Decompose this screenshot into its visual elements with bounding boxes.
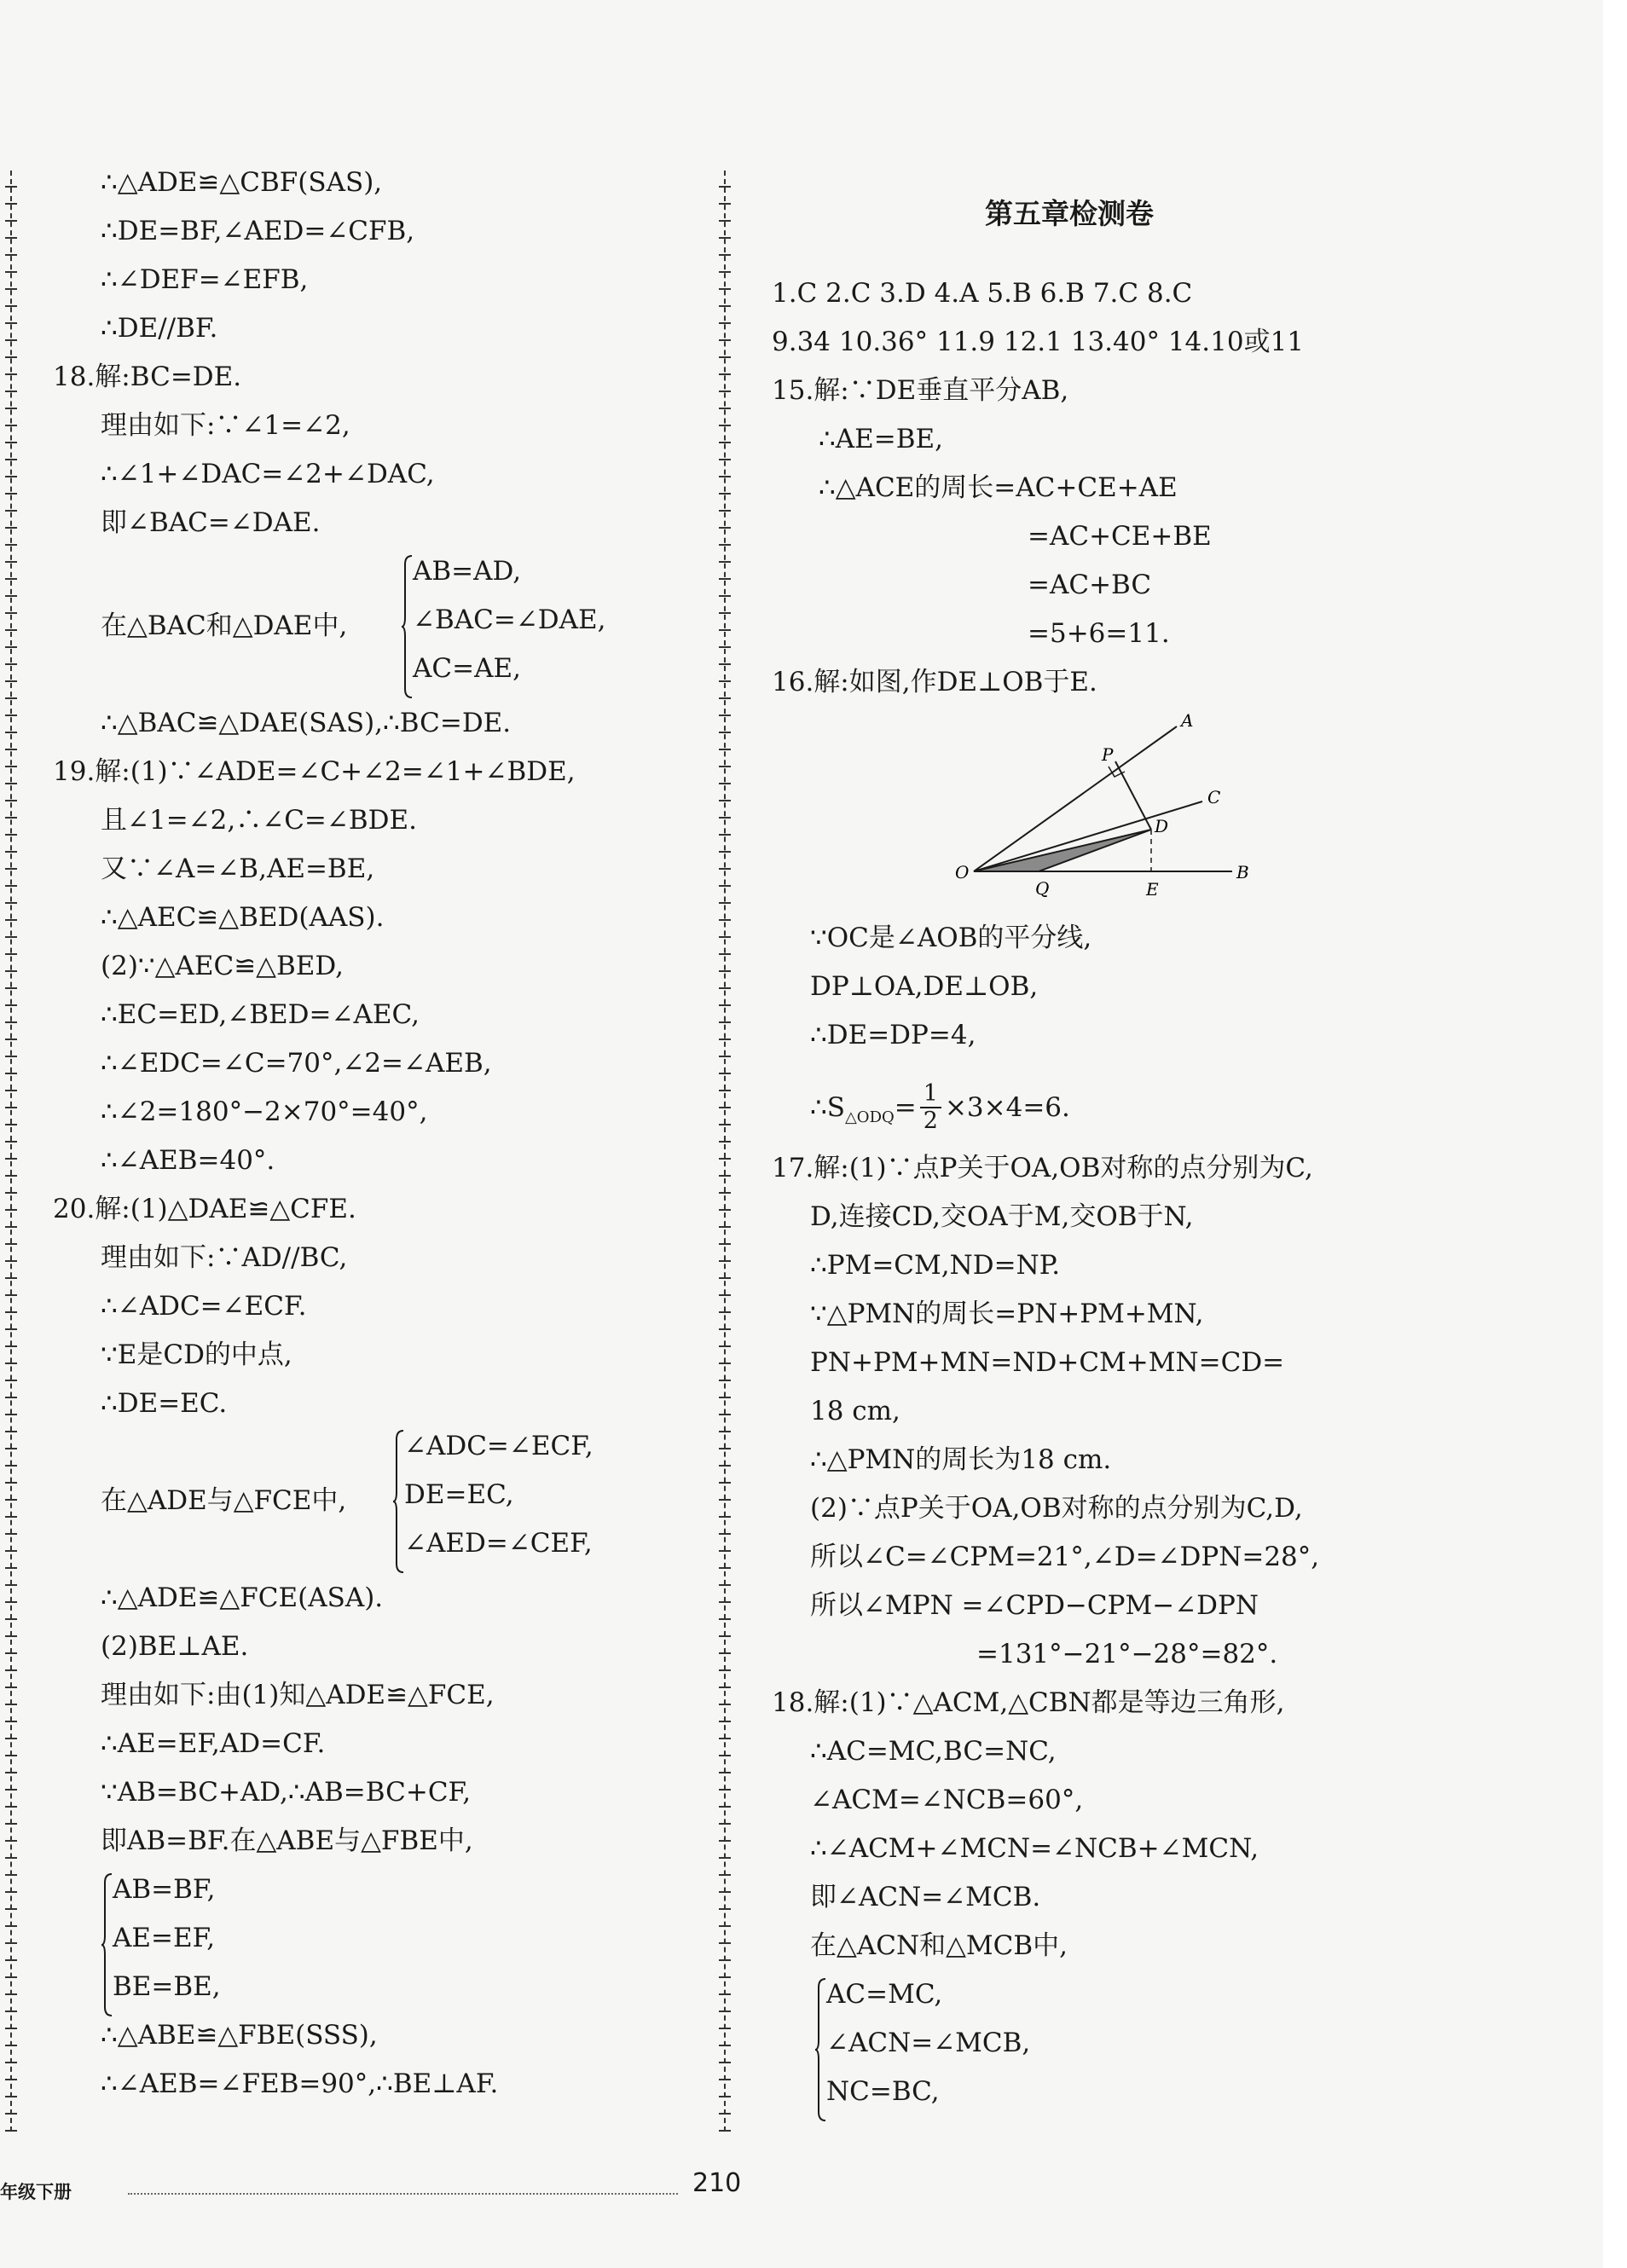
text-line: (2)∵点P关于OA,OB对称的点分别为C,D, (810, 1493, 1303, 1524)
text-line: 即AB=BF.在△ABE与△FBE中, (101, 1825, 473, 1856)
left-binding-line (7, 171, 15, 2132)
text-line: 理由如下:∵∠1=∠2, (101, 410, 350, 441)
left-brace-icon (101, 1872, 113, 2017)
text-line: 且∠1=∠2,∴∠C=∠BDE. (101, 805, 417, 836)
text-line: ∵OC是∠AOB的平分线, (810, 923, 1092, 953)
text-line: 20.解:(1)△DAE≌△CFE. (53, 1194, 356, 1224)
label-b: B (1236, 862, 1249, 882)
text-line: ∠ACM=∠NCB=60°, (810, 1785, 1084, 1815)
left-brace-icon (392, 1429, 404, 1574)
text-line: ∴△BAC≌△DAE(SAS),∴BC=DE. (101, 708, 512, 738)
text-line: (2)∵△AEC≌△BED, (101, 951, 345, 981)
text-line: 18.解:BC=DE. (53, 362, 242, 392)
text-line: 17.解:(1)∵点P关于OA,OB对称的点分别为C, (772, 1153, 1313, 1183)
text-line: PN+PM+MN=ND+CM+MN=CD= (810, 1347, 1285, 1378)
label-c: C (1207, 787, 1221, 807)
text-line: ∴EC=ED,∠BED=∠AEC, (101, 999, 420, 1030)
fraction-denominator: 2 (923, 1107, 938, 1134)
system-line: AB=AD, (413, 556, 522, 587)
text-line: =131°−21°−28°=82°. (976, 1639, 1278, 1669)
text-line: (2)BE⊥AE. (101, 1631, 249, 1662)
text-line: 理由如下:∵AD//BC, (101, 1242, 348, 1273)
equation-system (401, 554, 674, 699)
system-prefix: 在△ADE与△FCE中, (101, 1485, 347, 1516)
answer-line: 9.34 10.36° 11.9 12.1 13.40° 14.10或11 (772, 327, 1305, 357)
text-line: =AC+BC (1028, 570, 1152, 600)
text-line: ∴DE=BF,∠AED=∠CFB, (101, 216, 415, 246)
geometry-figure (955, 708, 1262, 904)
system-line: AB=BF, (113, 1874, 216, 1905)
text-line: DP⊥OA,DE⊥OB, (810, 971, 1039, 1002)
system-line: AE=EF, (113, 1923, 216, 1953)
text-line: ∴AC=MC,BC=NC, (810, 1736, 1057, 1767)
text-line: ∴∠2=180°−2×70°=40°, (101, 1096, 428, 1127)
chapter-title: 第五章检测卷 (985, 197, 1154, 230)
left-brace-icon (814, 1977, 826, 2122)
text-line: =5+6=11. (1028, 618, 1170, 649)
answer-line: 1.C 2.C 3.D 4.A 5.B 6.B 7.C 8.C (772, 278, 1193, 309)
text-line: ∴DE=DP=4, (810, 1020, 976, 1050)
text-line: ∵△PMN的周长=PN+PM+MN, (810, 1299, 1204, 1329)
system-line: NC=BC, (826, 2076, 940, 2107)
text-line: ∴DE=EC. (101, 1388, 228, 1419)
segment-dp (1115, 761, 1151, 830)
area-subscript: △ODQ (844, 1108, 895, 1127)
area-equals: = (894, 1092, 917, 1123)
system-line: BE=BE, (113, 1971, 221, 2002)
text-line: ∴△ACE的周长=AC+CE+AE (819, 472, 1178, 503)
text-line: =AC+CE+BE (1028, 521, 1212, 552)
text-line: 即∠BAC=∠DAE. (101, 507, 321, 538)
label-p: P (1102, 744, 1114, 765)
text-line: ∴∠EDC=∠C=70°,∠2=∠AEB, (101, 1048, 492, 1079)
text-line: 又∵∠A=∠B,AE=BE, (101, 853, 375, 884)
system-line: ∠AED=∠CEF, (404, 1528, 593, 1559)
text-line: ∴∠ACM+∠MCN=∠NCB+∠MCN, (810, 1833, 1259, 1864)
text-line: 15.解:∵DE垂直平分AB, (772, 375, 1069, 406)
text-line: ∴△PMN的周长为18 cm. (810, 1444, 1112, 1475)
label-o: O (955, 862, 970, 882)
text-line: ∵AB=BC+AD,∴AB=BC+CF, (101, 1777, 472, 1808)
text-line: ∴△ABE≌△FBE(SSS), (101, 2020, 378, 2051)
equation-system (392, 1429, 665, 1574)
system-line: ∠ACN=∠MCB, (826, 2028, 1031, 2058)
page-number: 210 (692, 2168, 742, 2198)
text-line: 16.解:如图,作DE⊥OB于E. (772, 667, 1097, 697)
label-q: Q (1035, 878, 1050, 899)
text-line: D,连接CD,交OA于M,交OB于N, (810, 1201, 1194, 1232)
text-line: 所以∠MPN =∠CPD−CPM−∠DPN (810, 1590, 1259, 1621)
system-prefix: 在△BAC和△DAE中, (101, 610, 348, 641)
system-line: ∠BAC=∠DAE, (413, 605, 606, 635)
text-line: ∵E是CD的中点, (101, 1339, 292, 1370)
footer-label: 年级下册 (0, 2182, 72, 2202)
label-a: A (1181, 710, 1194, 731)
text-line: ∴∠AEB=40°. (101, 1145, 275, 1176)
ray-oc (974, 801, 1202, 871)
page-right-edge (1603, 0, 1627, 2268)
text-line: ∴AE=EF,AD=CF. (101, 1728, 326, 1759)
text-line: ∴△AEC≌△BED(AAS). (101, 902, 385, 933)
text-line: ∴△ADE≌△FCE(ASA). (101, 1582, 384, 1613)
system-line: DE=EC, (404, 1479, 514, 1510)
equation-system (101, 1872, 373, 2017)
text-line: 在△ACN和△MCB中, (810, 1930, 1068, 1961)
text-line: ∴PM=CM,ND=NP. (810, 1250, 1061, 1281)
text-line: ∴∠AEB=∠FEB=90°,∴BE⊥AF. (101, 2068, 499, 2099)
text-line: 18.解:(1)∵△ACM,△CBN都是等边三角形, (772, 1687, 1285, 1718)
triangle-odq (974, 830, 1151, 871)
text-line: 19.解:(1)∵∠ADE=∠C+∠2=∠1+∠BDE, (53, 756, 576, 787)
text-line: ∴∠DEF=∠EFB, (101, 264, 309, 295)
text-line: 即∠ACN=∠MCB. (810, 1882, 1041, 1912)
text-line: 18 cm, (810, 1396, 900, 1426)
text-line: ∴△ADE≌△CBF(SAS), (101, 167, 383, 198)
fraction-numerator: 1 (920, 1081, 941, 1108)
label-d: D (1155, 816, 1169, 836)
text-line: ∴∠ADC=∠ECF. (101, 1291, 307, 1322)
system-line: AC=AE, (413, 653, 521, 684)
text-line: ∴∠1+∠DAC=∠2+∠DAC, (101, 459, 435, 489)
footer-divider (128, 2193, 678, 2195)
system-line: ∠ADC=∠ECF, (404, 1431, 593, 1461)
center-binding-line (721, 171, 729, 2132)
system-line: AC=MC, (826, 1979, 943, 2010)
left-brace-icon (401, 554, 413, 699)
text-line: ∴AE=BE, (819, 424, 943, 454)
area-rest: ×3×4=6. (944, 1092, 1070, 1123)
text-line: 理由如下:由(1)知△ADE≌△FCE, (101, 1680, 495, 1710)
equation-system (814, 1977, 1087, 2122)
label-e: E (1146, 879, 1159, 900)
area-formula (810, 1078, 1070, 1137)
text-line: 所以∠C=∠CPM=21°,∠D=∠DPN=28°, (810, 1542, 1320, 1572)
text-line: ∴DE//BF. (101, 313, 218, 344)
fraction (920, 1081, 941, 1134)
area-prefix: ∴S (810, 1092, 845, 1123)
